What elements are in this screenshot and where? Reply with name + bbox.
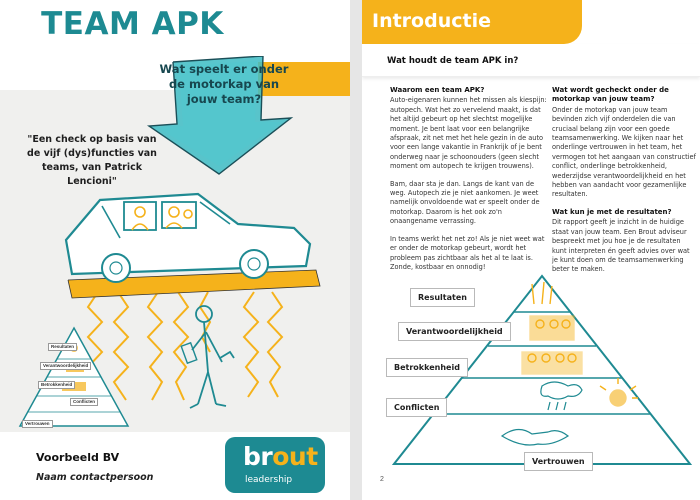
arrow-question: Wat speelt er onder de motorkap van jouw team? bbox=[159, 62, 289, 106]
page-title: Introductie bbox=[372, 10, 491, 32]
right-column bbox=[552, 86, 697, 283]
brand-logo-part: br bbox=[243, 442, 273, 471]
pyramid-label-conflicten: Conflicten bbox=[386, 398, 447, 417]
brand-logo-text bbox=[243, 442, 318, 471]
section-heading: Waarom een team APK? bbox=[390, 86, 485, 94]
page-divider bbox=[350, 0, 362, 500]
mini-pyramid-label: Betrokkenheid bbox=[38, 381, 75, 389]
page-number: 2 bbox=[380, 476, 384, 483]
pyramid-label-betrokkenheid: Betrokkenheid bbox=[386, 358, 468, 377]
contact-name: Naam contactpersoon bbox=[36, 472, 154, 483]
brand-tagline: leadership bbox=[245, 475, 293, 485]
paragraph: Dit rapport geeft je inzicht in de huidige staat van jouw team. Een Brout adviseur bespreekt met jou hoe je de resultaten kunt interpreten én geeft advies over wat je kunt doen om de teamsamenwerking beter te maken. bbox=[552, 218, 690, 274]
section-heading: Wat wordt gecheckt onder de motorkap van jouw team? bbox=[552, 86, 669, 104]
paragraph: Onder de motorkap van jouw team bevinden zich vijf onderdelen die van cruciaal belang zijn voor een goede teamsamenwerking. We kijken naar het onderlinge vertrouwen in het team, het vermogen tot het aangaan van constructief conflict, onderlinge betrokkenheid, wederzijdse verantwoordelijkheid en het hebben van aandacht voor gezamenlijke resultaten. bbox=[552, 105, 696, 199]
mini-pyramid-label: Conflicten bbox=[70, 398, 98, 406]
mini-pyramid-label: Verantwoordelijkheid bbox=[40, 362, 91, 370]
cover-title: TEAM APK bbox=[41, 6, 224, 42]
company-name: Voorbeeld BV bbox=[36, 451, 120, 464]
pyramid-label-verantwoordelijkheid: Verantwoordelijkheid bbox=[398, 322, 511, 341]
paragraph: Bam, daar sta je dan. Langs de kant van de weg. Autopech zie je niet aankomen. Je weet namelijk onvoldoende wat er speelt onder de motorkap. Daarom is het ook zo'n onaangename verrassing. bbox=[390, 179, 540, 226]
paragraph: Auto-eigenaren kunnen het missen als kiespijn: autopech. Wat het zo vervelend maakt, is dat het altijd gebeurt op het slechtst mogelijke moment. Je bent laat voor een belangrijke afspraak, zit net met het hele gezin in de auto voor een lange vakantie in Frankrijk of je bent onderweg naar je schoonouders (geen slecht moment om autopech te krijgen trouwens). bbox=[390, 96, 547, 171]
pyramid-label-resultaten: Resultaten bbox=[410, 288, 475, 307]
page-subtitle: Wat houdt de team APK in? bbox=[387, 56, 519, 66]
left-column bbox=[390, 86, 550, 280]
introduction-page bbox=[362, 0, 700, 500]
paragraph: In teams werkt het net zo! Als je niet weet wat er onder de motorkap gebeurt, wordt het probleem pas zichtbaar als het al te laat is. Zonde, kostbaar en onnodig! bbox=[390, 234, 545, 271]
mini-pyramid-label: Resultaten bbox=[48, 343, 77, 351]
pyramid-label-vertrouwen: Vertrouwen bbox=[524, 452, 593, 471]
cover-quote: "Een check op basis van de vijf (dys)functies van teams, van Patrick Lencioni" bbox=[27, 134, 157, 187]
mini-pyramid-label: Vertrouwen bbox=[22, 420, 53, 428]
section-heading: Wat kun je met de resultaten? bbox=[552, 207, 672, 216]
brand-logo-accent: out bbox=[272, 442, 318, 471]
